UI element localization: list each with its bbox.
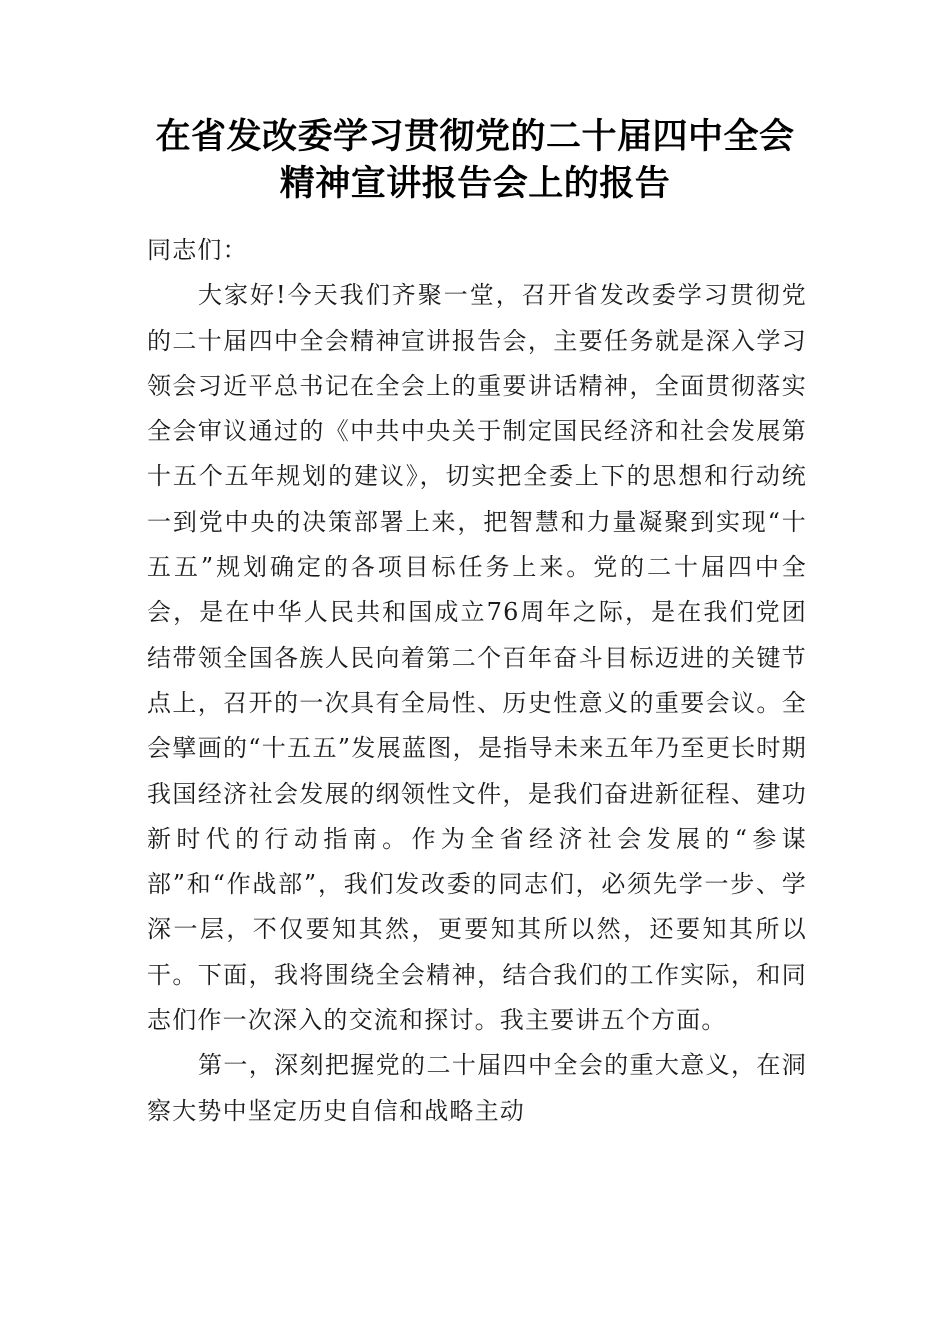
document-body xyxy=(147,228,807,1134)
document-title-line-2: 精神宣讲报告会上的报告 xyxy=(279,163,671,204)
paragraph-section-one-heading: 第一，深刻把握党的二十届四中全会的重大意义，在洞察大势中坚定历史自信和战略主动 xyxy=(147,1051,807,1125)
salutation: 同志们： xyxy=(147,236,248,264)
paragraph-opening: 大家好!今天我们齐聚一堂，召开省发改委学习贯彻党的二十届四中全会精神宣讲报告会，主要任务就是深入学习领会习近平总书记在全会上的重要讲话精神，全面贯彻落实全会审议通过的《中共中央关于制定国民经济和社会发展第十五个五年规划的建议》，切实把全委上下的思想和行动统一到党中央的决策部署上来，把智慧和力量凝聚到实现“十五五”规划确定的各项目标任务上来。党的二十届四中全会，是在中华人民共和国成立76周年之际，是在我们党团结带领全国各族人民向着第二个百年奋斗目标迈进的关键节点上，召开的一次具有全局性、历史性意义的重要会议。全会擘画的“十五五”发展蓝图，是指导未来五年乃至更长时期我国经济社会发展的纲领性文件，是我们奋进新征程、建功新时代的行动指南。作为全省经济社会发展的“参谋部”和“作战部”，我们发改委的同志们，必须先学一步、学深一层，不仅要知其然，更要知其所以然，还要知其所以干。下面，我将围绕全会精神，结合我们的工作实际，和同志们作一次深入的交流和探讨。我主要讲五个方面。 xyxy=(147,281,807,1035)
document-title-line-1: 在省发改委学习贯彻党的二十届四中全会 xyxy=(155,116,795,157)
